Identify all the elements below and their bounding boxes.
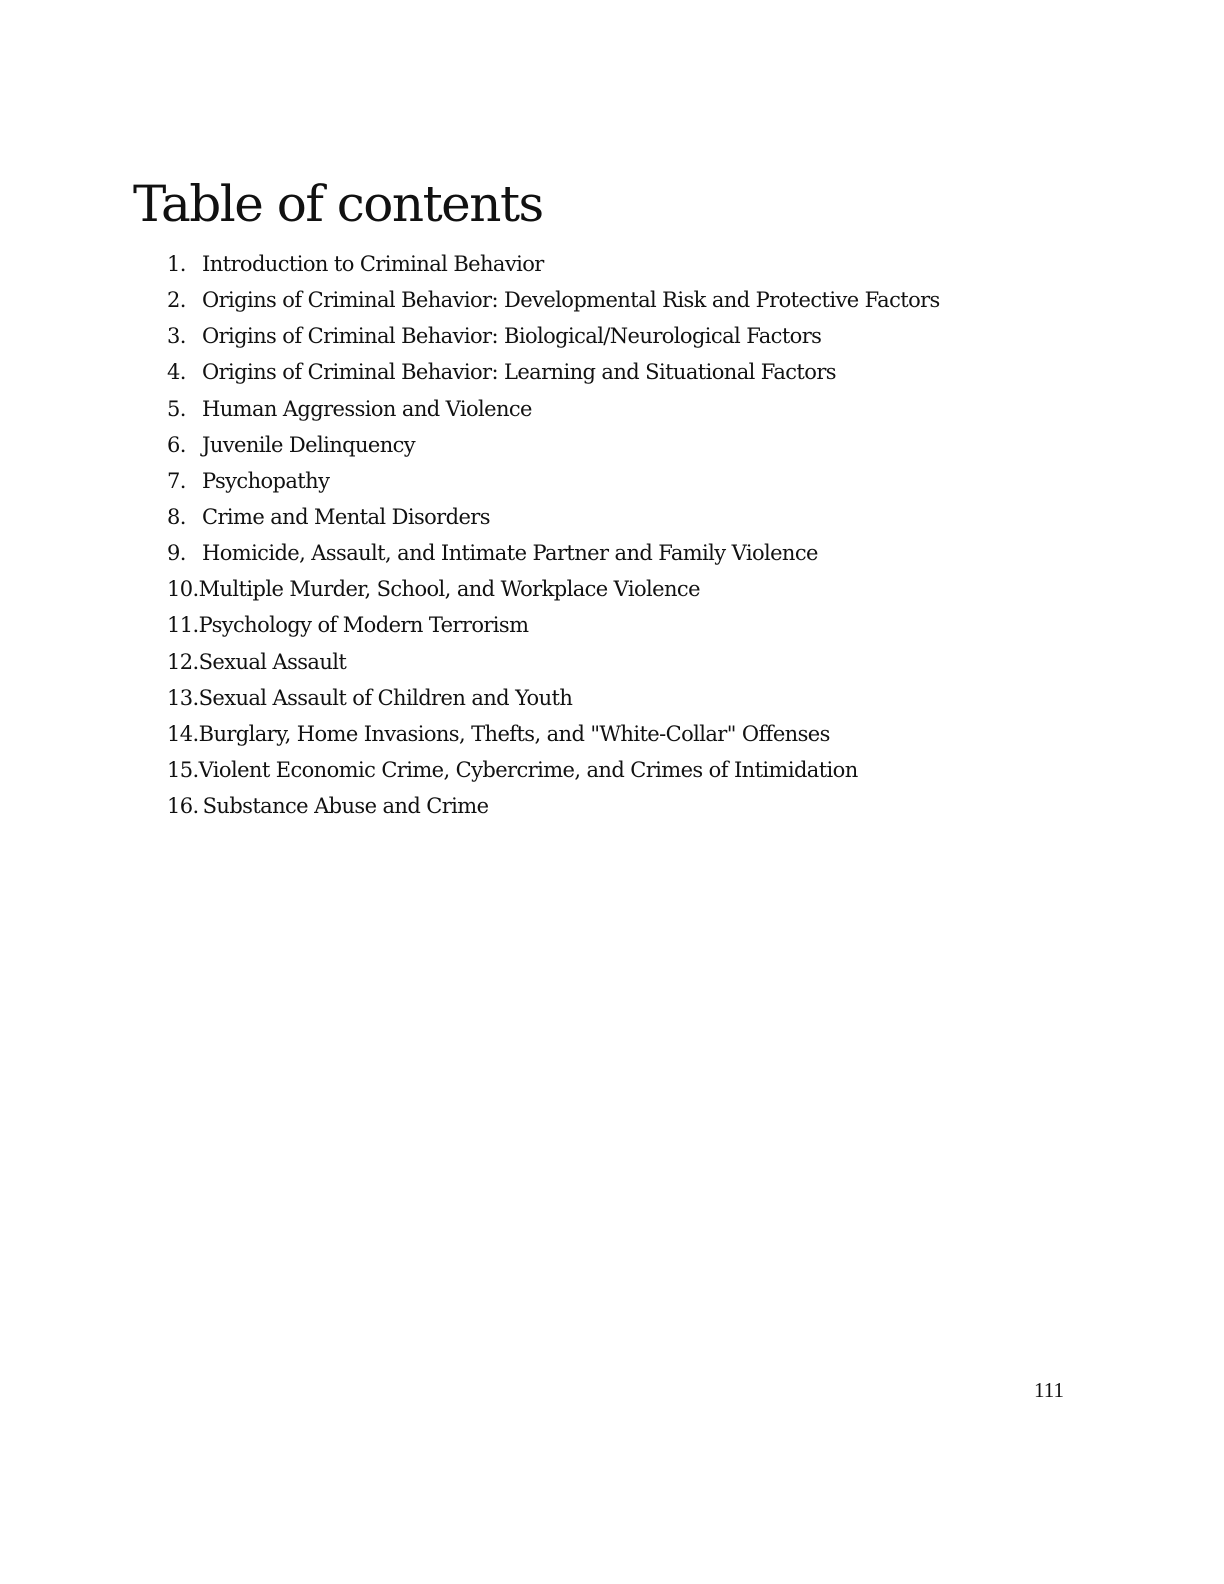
toc-item-number: 5. <box>167 396 186 421</box>
toc-item-number: 1. <box>167 252 186 276</box>
toc-item-title: Crime and Mental Disorders <box>202 504 490 529</box>
toc-item-number: 4. <box>167 360 186 385</box>
toc-item-title: Origins of Criminal Behavior: Biological/Neurological Factors <box>202 324 822 349</box>
page-number: 111 <box>1034 1378 1064 1402</box>
toc-item-number: 15. <box>167 757 199 782</box>
toc-item-number: 11. <box>167 613 199 638</box>
toc-item-number: 3. <box>167 324 186 349</box>
toc-item <box>167 752 940 788</box>
toc-item-title: Violent Economic Crime, Cybercrime, and Crimes of Intimidation <box>198 757 858 782</box>
toc-item-number: 13. <box>167 685 199 710</box>
toc-item <box>167 535 940 571</box>
toc-item <box>167 463 940 499</box>
toc-item <box>167 391 940 427</box>
toc-item <box>167 427 940 463</box>
toc-item <box>167 499 940 535</box>
toc-item-number: 2. <box>167 288 186 313</box>
toc-item-number: 10. <box>167 577 199 602</box>
toc-item-number: 6. <box>167 432 186 457</box>
toc-item <box>167 318 940 354</box>
toc-item-title: Psychology of Modern Terrorism <box>198 613 529 638</box>
toc-item <box>167 716 940 752</box>
toc-item <box>167 282 940 318</box>
toc-item-title: Psychopathy <box>202 468 330 493</box>
toc-item-number: 16. <box>167 794 199 819</box>
toc-item-number: 14. <box>167 721 199 746</box>
table-of-contents-list <box>167 246 940 824</box>
page-title: Table of contents <box>133 175 543 233</box>
toc-item <box>167 644 940 680</box>
toc-item-number: 9. <box>167 541 186 566</box>
toc-item-number: 7. <box>167 468 186 493</box>
toc-item-title: Origins of Criminal Behavior: Developmental Risk and Protective Factors <box>202 288 940 313</box>
toc-item <box>167 354 940 390</box>
toc-item-title: Juvenile Delinquency <box>202 432 416 457</box>
toc-item-number: 8. <box>167 504 186 529</box>
toc-item-title: Multiple Murder, School, and Workplace Violence <box>198 577 700 602</box>
toc-item-title: Burglary, Home Invasions, Thefts, and "White-Collar" Offenses <box>198 721 830 746</box>
toc-item-title: Sexual Assault of Children and Youth <box>198 685 573 710</box>
toc-item-title: Substance Abuse and Crime <box>202 794 489 819</box>
toc-item <box>167 607 940 643</box>
toc-item-title: Introduction to Criminal Behavior <box>202 252 544 276</box>
toc-item-number: 12. <box>167 649 199 674</box>
toc-item <box>167 788 940 824</box>
toc-item <box>167 246 940 282</box>
toc-item-title: Homicide, Assault, and Intimate Partner and Family Violence <box>202 541 818 566</box>
toc-item <box>167 571 940 607</box>
toc-item-title: Human Aggression and Violence <box>202 396 532 421</box>
toc-item <box>167 680 940 716</box>
toc-item-title: Sexual Assault <box>198 649 347 674</box>
toc-item-title: Origins of Criminal Behavior: Learning and Situational Factors <box>202 360 836 385</box>
